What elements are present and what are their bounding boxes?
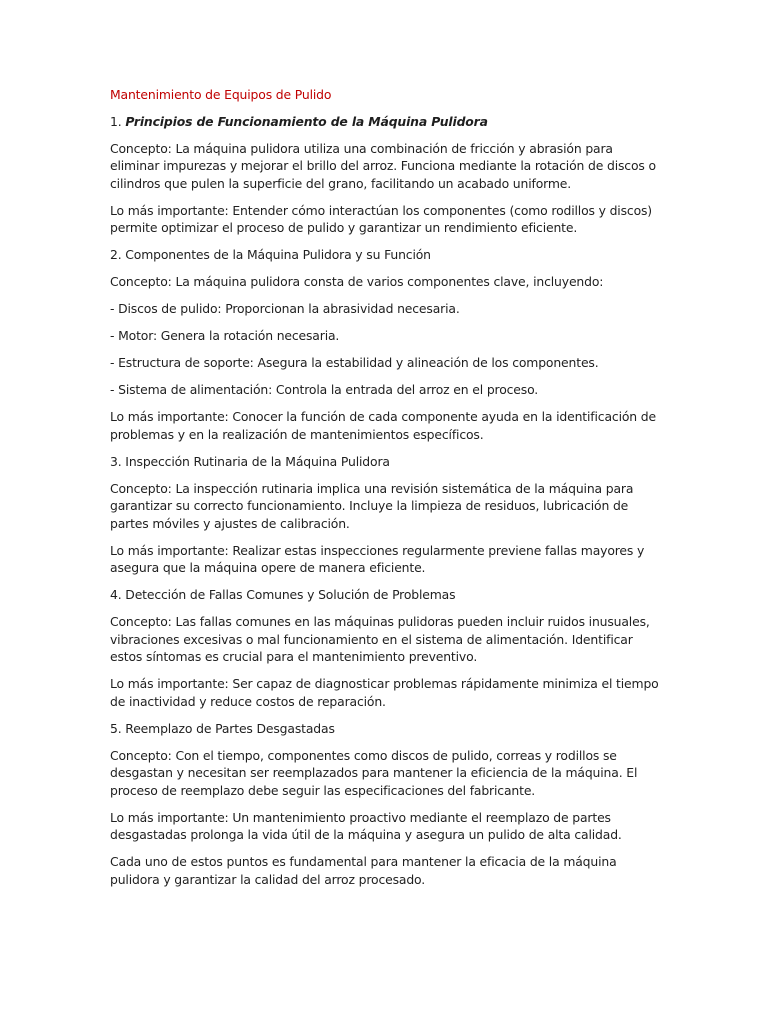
section-2-item: - Estructura de soporte: Asegura la estabilidad y alineación de los componentes. [110, 355, 599, 370]
section-2-important: Lo más importante: Conocer la función de cada componente ayuda en la identificación de problemas y en la realización de mantenimientos específicos. [110, 409, 656, 442]
section-1-number: 1. [110, 113, 122, 129]
section-2-item: - Discos de pulido: Proporcionan la abrasividad necesaria. [110, 301, 460, 316]
section-4-important: Lo más importante: Ser capaz de diagnosticar problemas rápidamente minimiza el tiempo de inactividad y reduce costos de reparación. [110, 676, 659, 709]
section-2-concept: Concepto: La máquina pulidora consta de varios componentes clave, incluyendo: [110, 274, 604, 289]
section-1-important: Lo más importante: Entender cómo interactúan los componentes (como rodillos y discos) permite optimizar el proceso de pulido y garantizar un rendimiento eficiente. [110, 202, 652, 235]
section-5-concept: Concepto: Con el tiempo, componentes como discos de pulido, correas y rodillos se desgastan y necesitan ser reemplazados para mantener la eficiencia de la máquina. El proceso de reemplazo debe seguir las especificaciones del fabricante. [110, 747, 638, 798]
section-3-heading: 3. Inspección Rutinaria de la Máquina Pulidora [110, 453, 390, 469]
document-page [110, 86, 662, 898]
section-4-heading: 4. Detección de Fallas Comunes y Solución de Problemas [110, 587, 456, 602]
section-3-important: Lo más importante: Realizar estas inspecciones regularmente previene fallas mayores y asegura que la máquina opere de manera eficiente. [110, 542, 645, 575]
section-4-concept: Concepto: Las fallas comunes en las máquinas pulidoras pueden incluir ruidos inusuales, vibraciones excesivas o mal funcionamiento en el sistema de alimentación. Identificar estos síntomas es crucial para el mantenimiento preventivo. [110, 614, 650, 664]
document-title: Mantenimiento de Equipos de Pulido [110, 87, 332, 102]
section-5-heading: 5. Reemplazo de Partes Desgastadas [110, 720, 335, 736]
section-1-concept: Concepto: La máquina pulidora utiliza una combinación de fricción y abrasión para eliminar impurezas y mejorar el brillo del arroz. Funciona mediante la rotación de discos o cilindros que pulen la superficie del grano, facilitando un acabado uniforme. [110, 140, 656, 191]
section-2-item: - Sistema de alimentación: Controla la entrada del arroz en el proceso. [110, 382, 539, 397]
section-5-important: Lo más importante: Un mantenimiento proactivo mediante el reemplazo de partes desgastadas prolonga la vida útil de la máquina y asegura un pulido de alta calidad. [110, 809, 622, 842]
conclusion: Cada uno de estos puntos es fundamental para mantener la eficacia de la máquina pulidora y garantizar la calidad del arroz procesado. [110, 854, 617, 887]
section-3-concept: Concepto: La inspección rutinaria implica una revisión sistemática de la máquina para garantizar su correcto funcionamiento. Incluye la limpieza de residuos, lubricación de partes móviles y ajustes de calibración. [110, 480, 634, 531]
section-2-item: - Motor: Genera la rotación necesaria. [110, 328, 340, 343]
section-1-heading-text: Principios de Funcionamiento de la Máquina Pulidora [125, 113, 488, 129]
section-1-heading [110, 113, 662, 131]
section-2-heading: 2. Componentes de la Máquina Pulidora y su Función [110, 247, 431, 262]
